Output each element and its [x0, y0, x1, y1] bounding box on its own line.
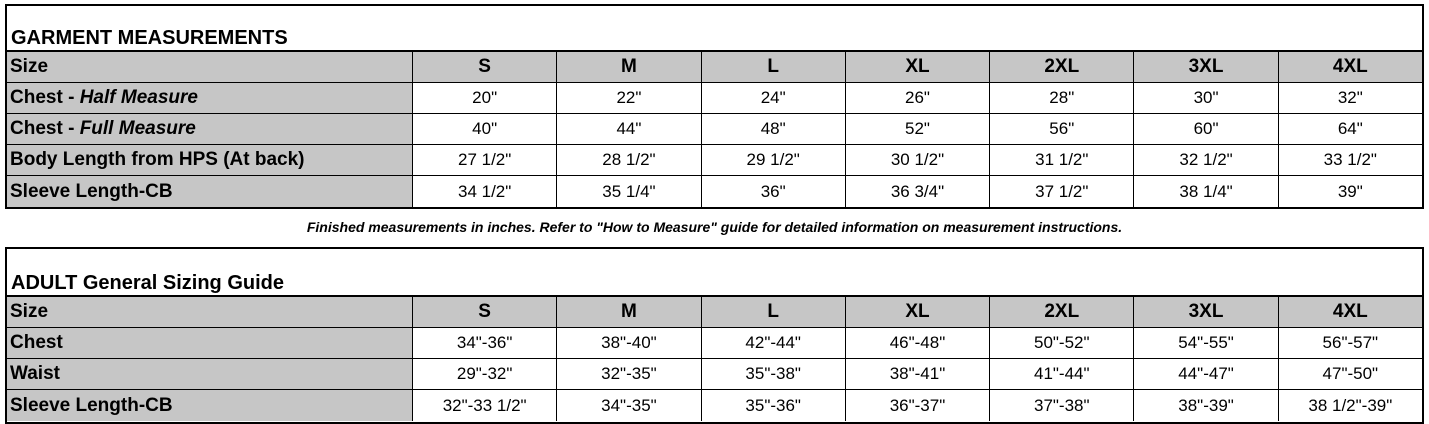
size-header-xl: XL — [845, 52, 989, 82]
garment-table-title-bar — [7, 6, 1422, 52]
table-cell: 27 1/2" — [412, 145, 556, 175]
size-header-s: S — [412, 297, 556, 327]
table-cell: 40" — [412, 114, 556, 144]
table-cell: 38 1/4" — [1133, 176, 1277, 207]
row-label: Waist — [7, 359, 412, 389]
adult-table-title-bar — [7, 249, 1422, 297]
table-row — [7, 328, 1422, 359]
size-header-l: L — [701, 52, 845, 82]
table-cell: 60" — [1133, 114, 1277, 144]
table-cell: 36 3/4" — [845, 176, 989, 207]
row-label: Body Length from HPS (At back) — [7, 145, 412, 175]
measurement-note: Finished measurements in inches. Refer to "How to Measure" guide for detailed information on measurement instructions. — [306, 219, 1123, 235]
row-label: Chest - Full Measure — [7, 114, 412, 144]
adult-size-label: Size — [7, 297, 412, 327]
table-row — [7, 145, 1422, 176]
size-header-s: S — [412, 52, 556, 82]
table-cell: 35"-38" — [701, 359, 845, 389]
table-cell: 20" — [412, 83, 556, 113]
table-cell: 42"-44" — [701, 328, 845, 358]
table-cell: 44"-47" — [1133, 359, 1277, 389]
table-cell: 38"-41" — [845, 359, 989, 389]
table-cell: 24" — [701, 83, 845, 113]
table-row — [7, 390, 1422, 421]
table-cell: 31 1/2" — [989, 145, 1133, 175]
table-cell: 30" — [1133, 83, 1277, 113]
table-cell: 32"-33 1/2" — [412, 390, 556, 421]
size-header-m: M — [556, 52, 700, 82]
size-header-l: L — [701, 297, 845, 327]
table-cell: 36"-37" — [845, 390, 989, 421]
row-label: Sleeve Length-CB — [7, 390, 412, 421]
size-header-4xl: 4XL — [1278, 297, 1422, 327]
garment-measurements-table — [5, 4, 1424, 209]
table-cell: 47"-50" — [1278, 359, 1422, 389]
table-cell: 46"-48" — [845, 328, 989, 358]
table-cell: 39" — [1278, 176, 1422, 207]
table-cell: 34"-35" — [556, 390, 700, 421]
table-cell: 34 1/2" — [412, 176, 556, 207]
table-cell: 64" — [1278, 114, 1422, 144]
adult-size-header-row — [7, 297, 1422, 328]
size-header-4xl: 4XL — [1278, 52, 1422, 82]
table-cell: 37 1/2" — [989, 176, 1133, 207]
table-cell: 48" — [701, 114, 845, 144]
table-cell: 26" — [845, 83, 989, 113]
table-cell: 44" — [556, 114, 700, 144]
table-cell: 32" — [1278, 83, 1422, 113]
row-label: Sleeve Length-CB — [7, 176, 412, 207]
garment-size-header-row — [7, 52, 1422, 83]
table-cell: 30 1/2" — [845, 145, 989, 175]
table-row — [7, 83, 1422, 114]
table-cell: 52" — [845, 114, 989, 144]
size-header-2xl: 2XL — [989, 52, 1133, 82]
size-header-xl: XL — [845, 297, 989, 327]
table-cell: 41"-44" — [989, 359, 1133, 389]
size-header-2xl: 2XL — [989, 297, 1133, 327]
table-cell: 37"-38" — [989, 390, 1133, 421]
table-row — [7, 176, 1422, 207]
table-cell: 56" — [989, 114, 1133, 144]
table-cell: 28 1/2" — [556, 145, 700, 175]
table-cell: 38 1/2"-39" — [1278, 390, 1422, 421]
row-label: Chest — [7, 328, 412, 358]
size-header-m: M — [556, 297, 700, 327]
table-cell: 35 1/4" — [556, 176, 700, 207]
table-cell: 33 1/2" — [1278, 145, 1422, 175]
table-cell: 29 1/2" — [701, 145, 845, 175]
size-header-3xl: 3XL — [1133, 297, 1277, 327]
table-cell: 35"-36" — [701, 390, 845, 421]
table-row — [7, 114, 1422, 145]
table-cell: 38"-39" — [1133, 390, 1277, 421]
table-cell: 36" — [701, 176, 845, 207]
garment-size-label: Size — [7, 52, 412, 82]
table-cell: 28" — [989, 83, 1133, 113]
table-cell: 29"-32" — [412, 359, 556, 389]
adult-table-title: ADULT General Sizing Guide — [11, 272, 284, 294]
row-label: Chest - Half Measure — [7, 83, 412, 113]
table-cell: 22" — [556, 83, 700, 113]
table-cell: 54"-55" — [1133, 328, 1277, 358]
table-cell: 38"-40" — [556, 328, 700, 358]
table-cell: 50"-52" — [989, 328, 1133, 358]
adult-sizing-guide-table — [5, 247, 1424, 424]
table-row — [7, 359, 1422, 390]
garment-table-title: GARMENT MEASUREMENTS — [11, 27, 288, 49]
table-cell: 56"-57" — [1278, 328, 1422, 358]
table-cell: 34"-36" — [412, 328, 556, 358]
size-header-3xl: 3XL — [1133, 52, 1277, 82]
table-cell: 32 1/2" — [1133, 145, 1277, 175]
table-cell: 32"-35" — [556, 359, 700, 389]
